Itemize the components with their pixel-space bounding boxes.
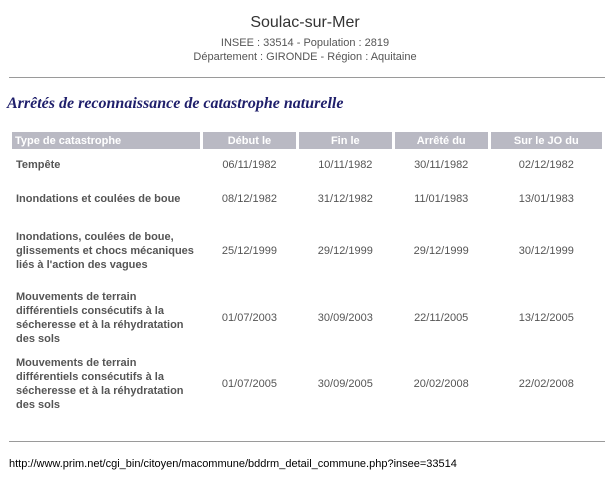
column-header-jo: Sur le JO du: [491, 132, 602, 149]
source-url: http://www.prim.net/cgi_bin/citoyen/macommune/bddrm_detail_commune.php?insee=33514: [9, 458, 457, 470]
column-header-fin: Fin le: [299, 132, 392, 149]
table-row: [12, 219, 602, 283]
cell-fin: 30/09/2003: [317, 311, 373, 324]
commune-title: Soulac-sur-Mer: [250, 14, 360, 31]
cell-debut: 01/07/2003: [221, 311, 277, 324]
cell-jo: 22/02/2008: [518, 378, 574, 390]
column-header-type: Type de catastrophe: [12, 132, 200, 149]
table-header-row: [12, 132, 602, 149]
table-row: [12, 181, 602, 217]
column-header-debut: Début le: [203, 132, 296, 149]
cell-type: Inondations, coulées de boue, glissements et chocs mécaniques liés à l'action des vagues: [16, 231, 194, 271]
cell-type: Tempête: [16, 159, 61, 171]
table-row: [12, 352, 602, 416]
cell-arrete: 22/11/2005: [414, 311, 469, 324]
cell-arrete: 20/02/2008: [413, 378, 469, 390]
cell-fin: 10/11/1982: [318, 159, 373, 171]
cell-fin: 30/09/2005: [317, 378, 373, 390]
cell-arrete: 29/12/1999: [413, 245, 469, 257]
table-row: [12, 151, 602, 179]
cell-debut: 06/11/1982: [222, 159, 277, 171]
bottom-divider: [9, 441, 605, 442]
cell-jo: 02/12/1982: [518, 159, 574, 171]
cell-fin: 29/12/1999: [317, 245, 373, 257]
column-header-arrete: Arrêté du: [395, 132, 488, 149]
cell-jo: 30/12/1999: [518, 245, 574, 257]
department-region-line: Département : GIRONDE - Région : Aquitaine: [193, 51, 417, 63]
cell-jo: 13/12/2005: [518, 311, 574, 324]
table-row: [12, 285, 602, 350]
section-title: Arrêtés de reconnaissance de catastrophe naturelle: [7, 95, 344, 112]
cell-arrete: 30/11/1982: [414, 159, 469, 171]
cell-type: Inondations et coulées de boue: [16, 193, 181, 205]
cell-debut: 01/07/2005: [221, 378, 277, 390]
cell-type: Mouvements de terrain différentiels consécutifs à la sécheresse et à la réhydratation des sols: [16, 290, 184, 345]
cell-type: Mouvements de terrain différentiels consécutifs à la sécheresse et à la réhydratation des sols: [16, 357, 184, 411]
insee-population-line: INSEE : 33514 - Population : 2819: [220, 37, 390, 49]
cell-debut: 25/12/1999: [221, 245, 277, 257]
cell-fin: 31/12/1982: [317, 193, 373, 205]
cell-arrete: 11/01/1983: [414, 193, 469, 205]
top-divider: [9, 77, 605, 78]
cell-jo: 13/01/1983: [518, 193, 574, 205]
catastrophe-table: [9, 130, 605, 418]
cell-debut: 08/12/1982: [221, 193, 277, 205]
